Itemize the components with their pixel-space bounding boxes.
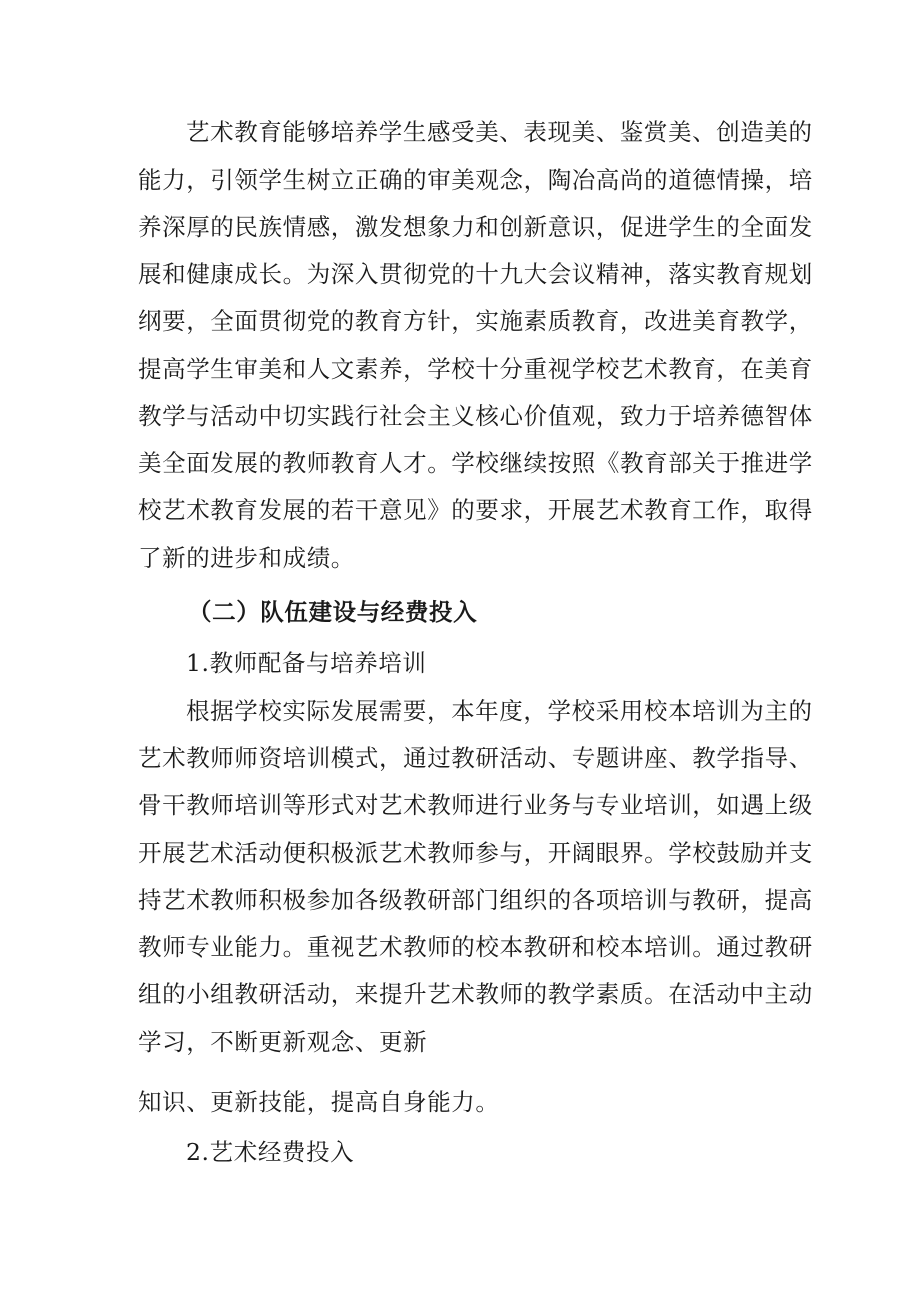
paragraph-line: 提高学生审美和人文素养，学校十分重视学校艺术教育，在美育: [138, 355, 813, 383]
paragraph-line: 美全面发展的教师教育人才。学校继续按照《教育部关于推进学: [138, 449, 813, 477]
paragraph-line: 持艺术教师积极参加各级教研部门组织的各项培训与教研，提高: [138, 886, 813, 914]
paragraph-line: 教师专业能力。重视艺术教师的校本教研和校本培训。通过教研: [138, 933, 813, 961]
subsection-title: 2.艺术经费投入: [186, 1138, 355, 1166]
paragraph-line: 知识、更新技能，提高自身能力。: [138, 1088, 500, 1116]
subsection-title: 1.教师配备与培养培训: [186, 649, 427, 677]
paragraph-line: 展和健康成长。为深入贯彻党的十九大会议精神，落实教育规划: [138, 260, 813, 288]
paragraph-line: 养深厚的民族情感，激发想象力和创新意识，促进学生的全面发: [138, 213, 813, 241]
paragraph-line: 学习，不断更新观念、更新: [138, 1028, 428, 1056]
paragraph-line: 能力，引领学生树立正确的审美观念，陶冶高尚的道德情操，培: [138, 166, 813, 194]
paragraph-line: 校艺术教育发展的若干意见》的要求，开展艺术教育工作，取得: [138, 496, 813, 524]
paragraph-line: 根据学校实际发展需要，本年度，学校采用校本培训为主的: [186, 697, 813, 725]
paragraph-line: 纲要，全面贯彻党的教育方针，实施素质教育，改进美育教学，: [138, 307, 813, 335]
paragraph-line: 骨干教师培训等形式对艺术教师进行业务与专业培训，如遇上级: [138, 791, 813, 819]
paragraph-line: 艺术教师师资培训模式，通过教研活动、专题讲座、教学指导、: [138, 744, 813, 772]
paragraph-line: 了新的进步和成绩。: [138, 544, 355, 572]
paragraph-line: 艺术教育能够培养学生感受美、表现美、鉴赏美、创造美的: [186, 118, 813, 146]
paragraph-line: 开展艺术活动便积极派艺术教师参与，开阔眼界。学校鼓励并支: [138, 839, 813, 867]
paragraph-line: 组的小组教研活动，来提升艺术教师的教学素质。在活动中主动: [138, 980, 813, 1008]
paragraph-line: 教学与活动中切实践行社会主义核心价值观，致力于培养德智体: [138, 402, 813, 430]
section-heading: （二）队伍建设与经费投入: [188, 598, 478, 626]
